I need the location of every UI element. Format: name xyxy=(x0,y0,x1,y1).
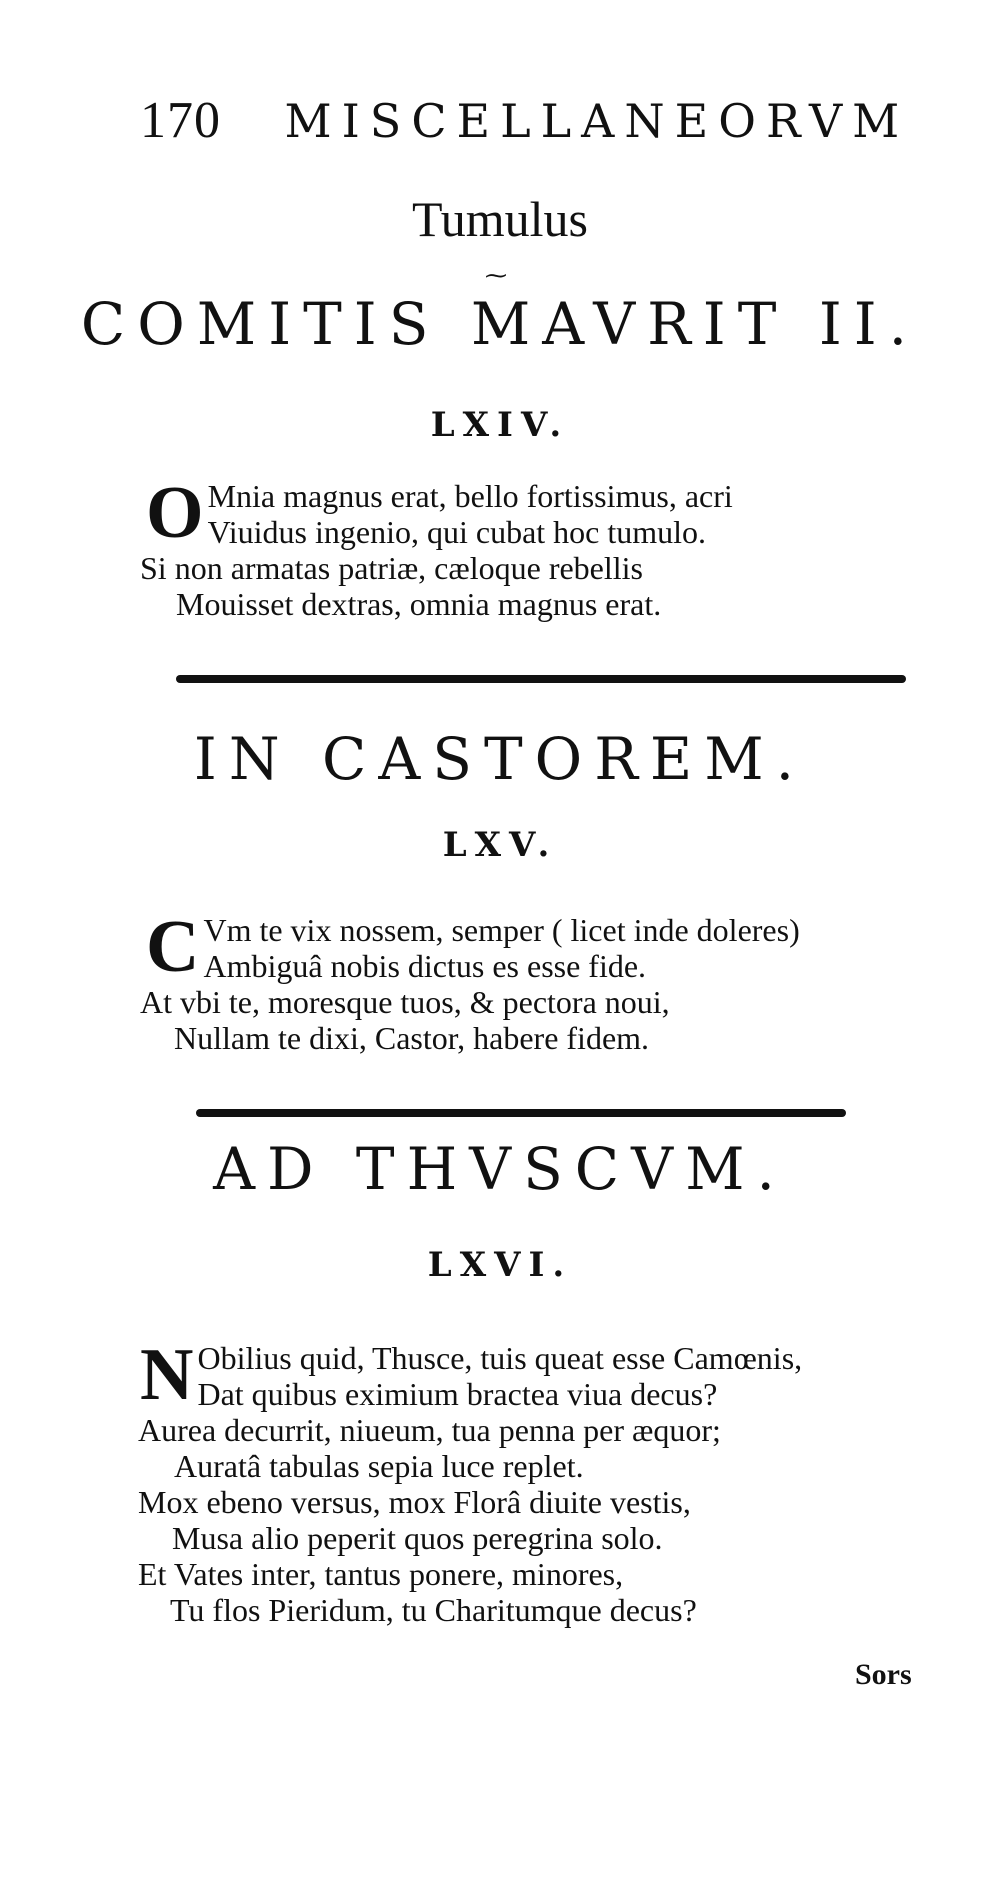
verse-line: Si non armatas patriæ, cæloque rebellis xyxy=(140,550,643,586)
poem-number: LXVI. xyxy=(427,1245,573,1285)
drop-cap: C xyxy=(146,906,200,988)
verse-line: Viuidus ingenio, qui cubat hoc tumulo. xyxy=(207,514,707,550)
running-title: MISCELLANEORVM xyxy=(284,94,910,148)
verse-line: Mox ebeno versus, mox Florâ diuite vestis, xyxy=(138,1484,691,1520)
poem-body xyxy=(140,472,733,622)
verse-line: Nullam te dixi, Castor, habere fidem. xyxy=(174,1020,650,1056)
poem-number: LXIV. xyxy=(430,405,570,445)
verse-line: Aurea decurrit, niueum, tua penna per æquor; xyxy=(138,1412,721,1448)
verse-line: Mnia magnus erat, bello fortissimus, acri xyxy=(207,478,733,514)
poem-body xyxy=(138,1334,803,1628)
divider-rule xyxy=(196,1109,846,1117)
section-subtitle: Tumulus xyxy=(411,191,589,247)
poem-number: LXV. xyxy=(442,825,558,865)
verse-line: At vbi te, moresque tuos, & pectora noui, xyxy=(140,984,670,1020)
verse-line: Dat quibus eximium bractea viua decus? xyxy=(197,1376,718,1412)
drop-cap: N xyxy=(140,1334,194,1416)
verse-line: Et Vates inter, tantus ponere, minores, xyxy=(138,1556,624,1592)
poem-body xyxy=(140,906,800,1056)
verse-line: Tu flos Pieridum, tu Charitumque decus? xyxy=(170,1592,697,1628)
page-number: 170 xyxy=(140,92,221,149)
drop-cap: O xyxy=(146,472,204,554)
verse-line: Mouisset dextras, omnia magnus erat. xyxy=(176,586,662,622)
verse-line: Musa alio peperit quos peregrina solo. xyxy=(172,1520,663,1556)
catchword: Sors xyxy=(855,1658,912,1691)
ornament-icon: ⁓ xyxy=(485,264,507,289)
running-head xyxy=(140,90,909,150)
poem-title: COMITIS MAVRIT II. xyxy=(80,290,920,358)
poem-title: AD THVSCVM. xyxy=(213,1135,787,1203)
verse-line: Auratâ tabulas sepia luce replet. xyxy=(174,1448,584,1484)
divider-rule xyxy=(176,675,906,683)
verse-line: Ambiguâ nobis dictus es esse fide. xyxy=(203,948,647,984)
verse-line: Obilius quid, Thusce, tuis queat esse Camœnis, xyxy=(197,1340,803,1376)
poem-title: IN CASTOREM. xyxy=(193,725,807,793)
verse-line: Vm te vix nossem, semper ( licet inde doleres) xyxy=(203,912,800,948)
